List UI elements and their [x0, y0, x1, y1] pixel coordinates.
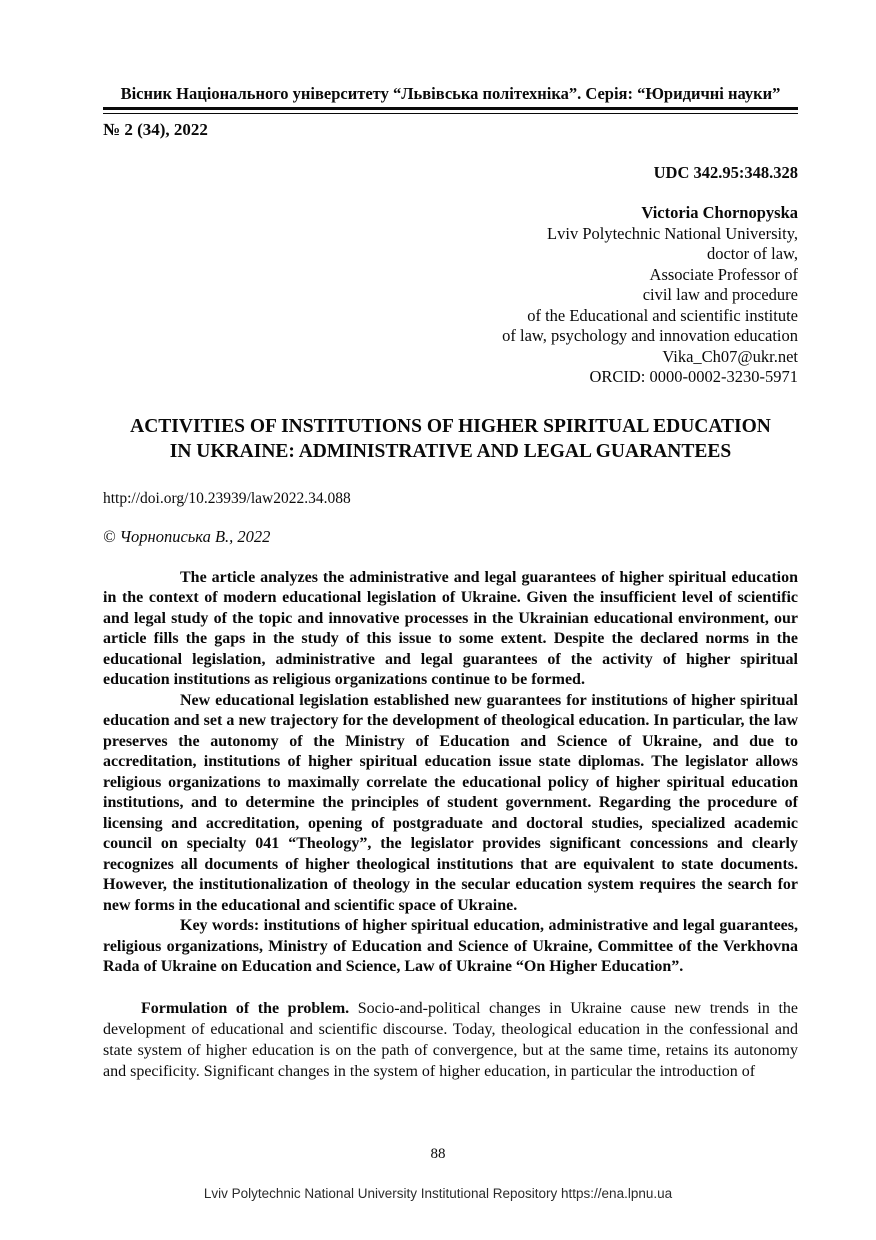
affiliation-line: civil law and procedure	[642, 285, 798, 304]
paper-title	[103, 414, 798, 464]
affiliation-line: doctor of law,	[706, 244, 798, 263]
abstract-paragraph-1: The article analyzes the administrative and legal guarantees of higher spiritual education in the context of modern educational legislation of Ukraine. Given the insufficient level of scientific and legal study of the topic and innovative processes in the Ukrainian educational environment, our article fills the gaps in the study of this issue to some extent. Despite the declared norms in the educational legislation, administrative and legal guarantees of the activity of higher spiritual education institutions as religious organizations continue to be formed.	[103, 568, 798, 688]
body-paragraph	[103, 998, 798, 1083]
abstract-block	[103, 568, 798, 978]
affiliation-line: Associate Professor of	[649, 264, 798, 284]
body-paragraph-text: Socio-and-political changes in Ukraine cause new trends in the development of educational and scientific discourse. Today, theological education in the confessional and state system of higher education is on the path of convergence, but at the same time, retains its autonomy and specificity. Significant changes in the system of higher education, in particular the introduction of	[103, 999, 799, 1081]
author-name: Victoria Chornopyska	[641, 203, 798, 222]
affiliation-line: of the Educational and scientific institute	[527, 305, 798, 325]
author-email: Vika_Ch07@ukr.net	[662, 346, 798, 366]
paper-title-line-1: ACTIVITIES OF INSTITUTIONS OF HIGHER SPIRITUAL EDUCATION	[130, 415, 771, 437]
affiliation-line: Lviv Polytechnic National University,	[547, 223, 798, 243]
author-block	[103, 203, 798, 388]
journal-title: Вісник Національного університету “Львівська політехніка”. Серія: “Юридичні науки”	[120, 84, 781, 103]
issue-number: № 2 (34), 2022	[103, 120, 208, 139]
keywords-paragraph: Key words: institutions of higher spiritual education, administrative and legal guarantees, religious organizations, Ministry of Education and Science of Ukraine, Committee of the Verkhovna Rada of Ukraine on Education and Science, Law of Ukraine “On Higher Education”.	[103, 917, 798, 975]
affiliation-line: of law, psychology and innovation education	[502, 326, 798, 345]
copyright-line: © Чорнописька В., 2022	[103, 526, 271, 546]
page-number: 88	[430, 1146, 446, 1162]
doi-line	[103, 490, 798, 508]
abstract-paragraph-2: New educational legislation established new guarantees for institutions of higher spiritual education and set a new trajectory for the development of theological education. In particular, the law preserves the autonomy of the Ministry of Education and Science of Ukraine, and due to accreditation, institutions of higher spiritual education issue state diplomas. The legislator allows religious organizations to maximally correlate the educational policy of higher spiritual education institutions, and to determine the principles of student government. Regarding the procedure of licensing and accreditation, opening of postgraduate and doctoral studies, specialized academic council on specialty 041 “Theology”, the legislator provides significant concessions and clearly recognizes all documents of higher theological institutions that are equivalent to state documents. However, the institutionalization of theology in the secular education system requires the search for new forms in the educational and scientific space of Ukraine.	[103, 691, 798, 914]
repository-footer: Lviv Polytechnic National University Institutional Repository https://ena.lpnu.ua	[203, 1186, 673, 1201]
udc-code: UDC 342.95:348.328	[653, 163, 798, 182]
header-double-rule	[103, 107, 798, 114]
body-paragraph-lead: Formulation of the problem.	[141, 999, 350, 1017]
doi-link[interactable]: http://doi.org/10.23939/law2022.34.088	[103, 489, 351, 507]
author-orcid: ORCID: 0000-0002-3230-5971	[589, 367, 798, 386]
page-content	[103, 0, 798, 1082]
paper-title-line-2: IN UKRAINE: ADMINISTRATIVE AND LEGAL GUARANTEES	[169, 440, 732, 462]
